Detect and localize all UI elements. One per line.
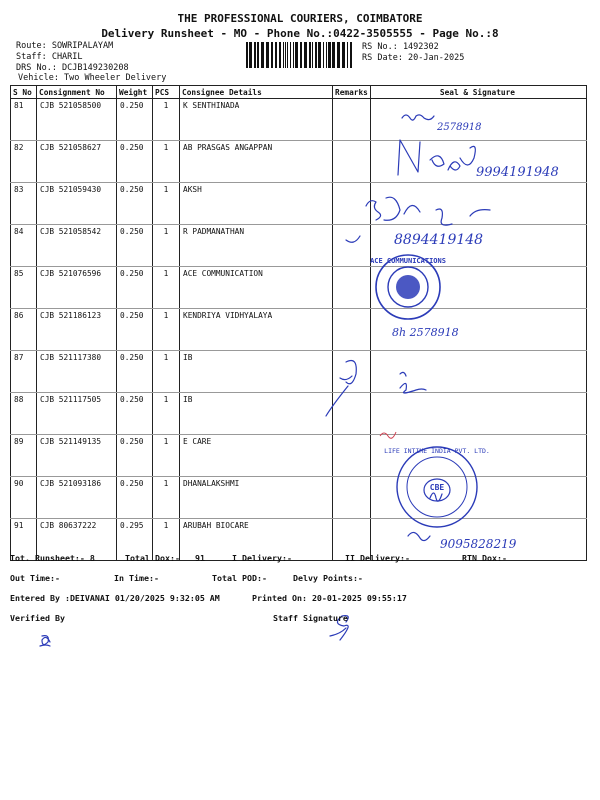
row-pcs: 1 (153, 519, 180, 561)
row-consignee: AB PRASGAS ANGAPPAN (180, 141, 333, 183)
row-pcs: 1 (153, 267, 180, 309)
vehicle-label: Vehicle: Two Wheeler Delivery (18, 73, 167, 83)
row-consignee: R PADMANATHAN (180, 225, 333, 267)
col-consignment: Consignment No (37, 86, 117, 99)
rs-date: RS Date: 20-Jan-2025 (362, 53, 465, 63)
row-consignee: ARUBAH BIOCARE (180, 519, 333, 561)
col-consignee: Consignee Details (180, 86, 333, 99)
row-sno: 86 (11, 309, 37, 351)
row-weight: 0.250 (117, 141, 153, 183)
out-time: Out Time:- (10, 573, 60, 583)
row-pcs: 1 (153, 183, 180, 225)
row-consignment: CJB 521117505 (37, 393, 117, 435)
row-sno: 87 (11, 351, 37, 393)
col-signature: Seal & Signature (370, 86, 586, 99)
total-dox-value: 91 (195, 553, 205, 563)
row-consignee: K SENTHINADA (180, 99, 333, 141)
rtn-dox: RTN Dox:- (462, 553, 507, 563)
row-consignment: CJB 521058627 (37, 141, 117, 183)
row-consignee: DHANALAKSHMI (180, 477, 333, 519)
col-sno: S No (11, 86, 37, 99)
row-weight: 0.250 (117, 267, 153, 309)
row-pcs: 1 (153, 99, 180, 141)
row-consignment: CJB 521058542 (37, 225, 117, 267)
row-weight: 0.250 (117, 99, 153, 141)
col-pcs: PCS (153, 86, 180, 99)
col-remarks: Remarks (333, 86, 371, 99)
row-consignment: CJB 521058500 (37, 99, 117, 141)
row-consignee: ACE COMMUNICATION (180, 267, 333, 309)
row-consignee: AKSH (180, 183, 333, 225)
fax-stamp-text: LIFE INTIME INDIA PVT. LTD. (384, 447, 490, 455)
row-sno: 90 (11, 477, 37, 519)
route-label: Route: SOWRIPALAYAM (16, 41, 114, 51)
row-sno: 89 (11, 435, 37, 477)
row-pcs: 1 (153, 393, 180, 435)
in-time: In Time:- (114, 573, 159, 583)
verified-signature-mark (40, 636, 50, 646)
company-title: THE PROFESSIONAL COURIERS, COIMBATORE (177, 12, 423, 25)
fax-stamp-center: CBE (429, 483, 445, 492)
row-weight: 0.250 (117, 477, 153, 519)
row-consignee: KENDRIYA VIDHYALAYA (180, 309, 333, 351)
svg-text:2578918: 2578918 (437, 122, 482, 133)
row-weight: 0.250 (117, 393, 153, 435)
total-pod: Total POD:- (212, 573, 267, 583)
row-weight: 0.250 (117, 309, 153, 351)
ii-delivery: II Delivery:- (345, 553, 410, 563)
fax-stamp (380, 432, 490, 527)
row-consignment: CJB 80637222 (37, 519, 117, 561)
row-pcs: 1 (153, 309, 180, 351)
rs-number: RS No.: 1492302 (362, 42, 439, 52)
total-runsheet: Tot. Runsheet:- 8 (10, 553, 95, 563)
row-consignee: IB (180, 351, 333, 393)
delvy-points: Delvy Points:- (293, 573, 363, 583)
row-weight: 0.295 (117, 519, 153, 561)
signature-82 (398, 140, 475, 175)
staff-signature-label: Staff Signature (273, 613, 348, 623)
row-consignment: CJB 521076596 (37, 267, 117, 309)
row-consignment: CJB 521059430 (37, 183, 117, 225)
runsheet-subtitle: Delivery Runsheet - MO - Phone No.:0422-3505555 - Page No.:8 (101, 27, 499, 40)
ace-stamp-text: ACE COMMUNICATIONS (370, 257, 446, 265)
row-pcs: 1 (153, 351, 180, 393)
signature-81 (402, 115, 434, 120)
row-sno: 81 (11, 99, 37, 141)
row-consignee: E CARE (180, 435, 333, 477)
phone-84: 8894419148 (394, 232, 484, 248)
row-consignment: CJB 521186123 (37, 309, 117, 351)
signature-88 (400, 372, 426, 393)
row-consignment: CJB 521093186 (37, 477, 117, 519)
row-pcs: 1 (153, 477, 180, 519)
row-consignment: CJB 521149135 (37, 435, 117, 477)
i-delivery: I Delivery:- (232, 553, 292, 563)
row-weight: 0.250 (117, 351, 153, 393)
col-weight: Weight (117, 86, 153, 99)
row-sno: 91 (11, 519, 37, 561)
row-sno: 84 (11, 225, 37, 267)
row-pcs: 1 (153, 225, 180, 267)
row-pcs: 1 (153, 435, 180, 477)
phone-82: 9994191948 (476, 165, 559, 180)
verified-by: Verified By (10, 613, 65, 623)
staff-label: Staff: CHARIL (16, 52, 83, 62)
row-weight: 0.250 (117, 225, 153, 267)
row-pcs: 1 (153, 141, 180, 183)
row-sno: 85 (11, 267, 37, 309)
entered-by: Entered By :DEIVANAI 01/20/2025 9:32:05 AM (10, 593, 220, 603)
drs-number: DRS No.: DCJB149230208 (16, 63, 129, 73)
total-dox-label: Total Dox:- (125, 553, 180, 563)
row-weight: 0.250 (117, 435, 153, 477)
row-sno: 88 (11, 393, 37, 435)
phone-91: 9095828219 (440, 537, 517, 551)
row-consignee: IB (180, 393, 333, 435)
ace-stamp (370, 255, 446, 319)
signature-86: 8h 2578918 (392, 326, 459, 339)
signature-91 (408, 532, 430, 540)
row-consignment: CJB 521117380 (37, 351, 117, 393)
signature-87 (326, 361, 356, 417)
row-sno: 82 (11, 141, 37, 183)
row-weight: 0.250 (117, 183, 153, 225)
printed-on: Printed On: 20-01-2025 09:55:17 (252, 593, 407, 603)
row-sno: 83 (11, 183, 37, 225)
